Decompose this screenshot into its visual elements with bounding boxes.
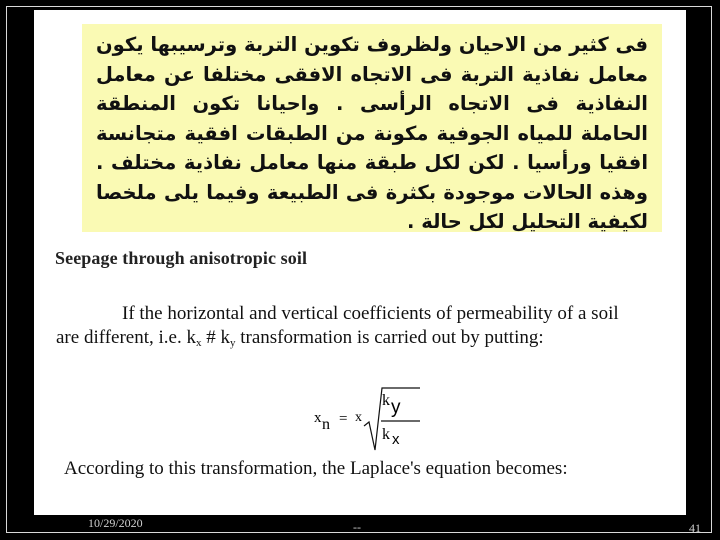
paragraph-line-1: If the horizontal and vertical coefficients of permeability of a soil	[122, 303, 619, 324]
formula-equals: =	[339, 411, 348, 427]
kx-subscript: x	[195, 337, 202, 349]
closing-sentence: According to this transformation, the Laplace's equation becomes:	[64, 458, 568, 479]
formula-factor: x	[355, 410, 362, 425]
footer-center: --	[353, 520, 361, 534]
formula-lhs-subscript: n	[322, 416, 330, 433]
paragraph-line-2-end: transformation is carried out by putting:	[235, 327, 544, 348]
formula-numerator-subscript: y	[391, 397, 401, 418]
section-heading: Seepage through anisotropic soil	[55, 248, 308, 268]
page-number: 41	[689, 521, 701, 535]
body-paragraph	[56, 302, 646, 355]
formula-denominator: k	[382, 426, 390, 443]
formula-numerator: k	[382, 392, 390, 409]
paragraph-line-2-start: are different, i.e. k	[56, 327, 196, 348]
formula-lhs: x	[314, 410, 322, 426]
transformation-formula	[312, 386, 422, 456]
ky-subscript: y	[229, 337, 236, 349]
arabic-text-block: فى كثير من الاحيان ولظروف تكوين التربة وترسيبها يكون معامل نفاذية التربة فى الاتجاه الافقى مختلفا عن معامل النفاذية فى الاتجاه الرأسى . واحيانا تكون المنطقة الحاملة للمياه الجوفية مكونة من الطبقات افقية متجانسة افقيا ورأسيا . لكن لكل طبقة منها معامل نفاذية مختلف . وهذه الحالات موجودة بكثرة فى الطبيعة وفيما يلى ملخصا لكيفية التحليل لكل حالة .	[82, 24, 662, 232]
paragraph-line-2-mid: # k	[201, 327, 230, 348]
slide-page	[34, 10, 686, 515]
footer-date: 10/29/2020	[88, 516, 143, 530]
formula-denominator-subscript: x	[392, 431, 400, 448]
